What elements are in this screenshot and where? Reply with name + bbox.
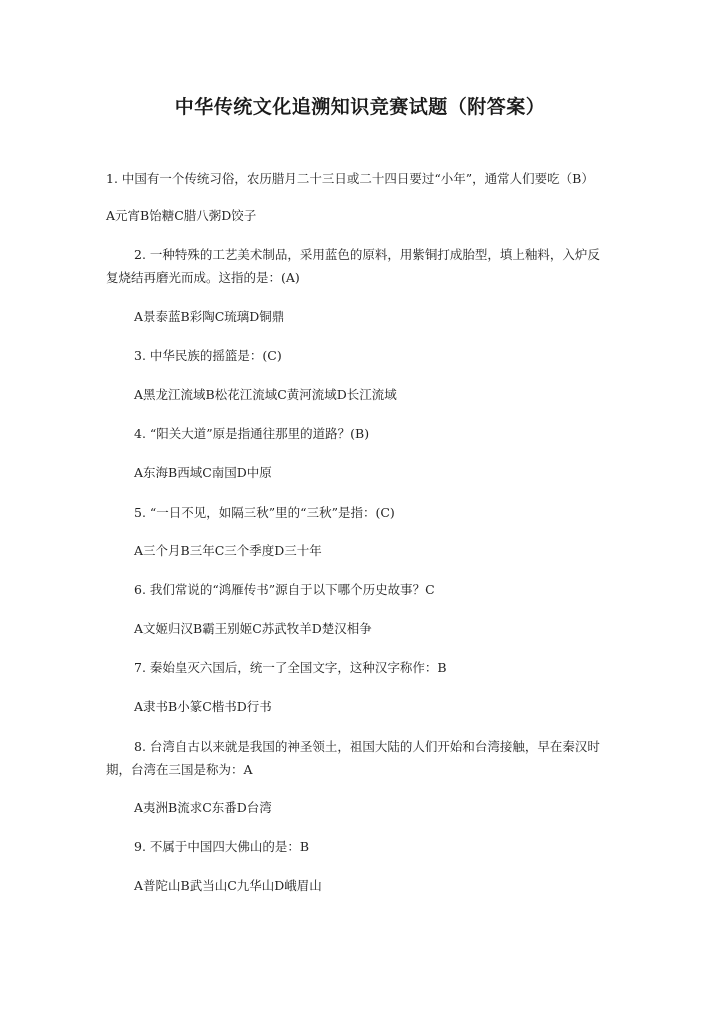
question-1-options: A元宵B饴糖C腊八粥D饺子: [106, 208, 257, 223]
question-7-text: 7. 秦始皇灭六国后，统一了全国文字，这种汉字称作：B: [134, 660, 447, 675]
question-2-options: A景泰蓝B彩陶C琉璃D铜鼎: [134, 309, 285, 324]
question-5-text: 5. “一日不见，如隔三秋”里的“三秋”是指：(C): [134, 505, 395, 520]
document-title: 中华传统文化追溯知识竞赛试题（附答案）: [174, 96, 546, 118]
question-3-options: A黑龙江流域B松花江流域C黄河流域D长江流域: [134, 387, 397, 402]
question-8-text-line2: 期，台湾在三国是称为：A: [106, 762, 253, 777]
question-9-options: A普陀山B武当山C九华山D峨眉山: [134, 878, 322, 893]
question-3-text: 3. 中华民族的摇篮是：(C): [134, 348, 282, 363]
question-6-text: 6. 我们常说的“鸿雁传书”源自于以下哪个历史故事？C: [134, 582, 435, 597]
question-9-text: 9. 不属于中国四大佛山的是：B: [134, 839, 310, 854]
question-6-options: A文姬归汉B霸王别姬C苏武牧羊D楚汉相争: [134, 621, 372, 636]
question-8-text-line1: 8. 台湾自古以来就是我国的神圣领土，祖国大陆的人们开始和台湾接触，早在秦汉时: [134, 739, 600, 754]
question-1-text: 1. 中国有一个传统习俗，农历腊月二十三日或二十四日要过“小年”，通常人们要吃（B）: [106, 171, 594, 186]
question-2-text-line1: 2. 一种特殊的工艺美术制品，采用蓝色的原料，用紫铜打成胎型，填上釉料，入炉反: [134, 247, 600, 262]
question-2-text-line2: 复烧结再磨光而成。这指的是：(A): [106, 270, 300, 285]
question-8-options: A夷洲B流求C东番D台湾: [134, 800, 272, 815]
question-4-text: 4. “阳关大道”原是指通往那里的道路？(B): [134, 426, 370, 441]
question-7-options: A隶书B小篆C楷书D行书: [134, 699, 272, 714]
question-5-options: A三个月B三年C三个季度D三十年: [134, 543, 322, 558]
question-4-options: A东海B西域C南国D中原: [134, 465, 272, 480]
